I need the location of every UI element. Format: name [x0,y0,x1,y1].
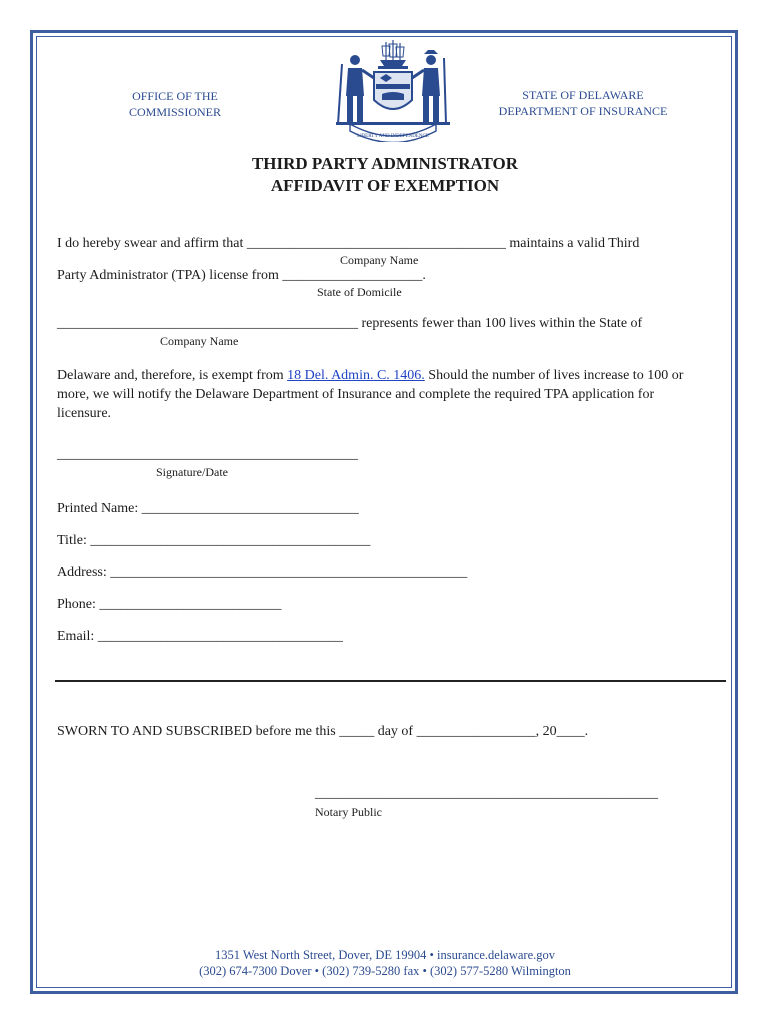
footer-address: 1351 West North Street, Dover, DE 19904 • insurance.delaware.gov [214,948,556,962]
company-name-blank[interactable]: _____________________________________ [246,236,506,251]
affirm-line [57,236,639,252]
company-name-caption-2: Company Name [160,334,239,348]
phone-field[interactable]: Phone: __________________________ [57,597,282,612]
regulation-link[interactable]: 18 Del. Admin. C. 1406. [287,368,425,383]
affirm-end-text: maintains a valid Third [509,236,640,251]
email-field[interactable]: Email: ___________________________________ [57,629,343,644]
footer-phone-numbers: (302) 674-7300 Dover • (302) 739-5280 fax • (302) 577-5280 Wilmington [199,964,571,978]
office-header-line1: OFFICE OF THE [132,89,218,103]
title-field[interactable]: Title: ________________________________________ [57,533,371,548]
signature-date-field[interactable]: ___________________________________________ [57,447,358,462]
address-field[interactable]: Address: ___________________________________________________ [57,565,468,580]
state-of-domicile-caption: State of Domicile [317,285,402,299]
department-header-line1: STATE OF DELAWARE [522,88,644,102]
exemption-line2: more, we will notify the Delaware Department of Insurance and complete the required TPA application for [57,387,655,402]
delaware-state-seal-icon [330,38,456,142]
notary-signature-field[interactable]: _________________________________________________ [315,786,658,801]
exemption-line1 [57,368,683,384]
office-header [115,88,235,120]
department-header [478,87,688,119]
represents-line[interactable]: ___________________________________________ represents fewer than 100 lives within the State of [57,316,643,331]
license-line[interactable]: Party Administrator (TPA) license from ____________________. [57,268,426,283]
company-name-caption: Company Name [340,253,419,267]
notary-public-caption: Notary Public [315,805,382,819]
form-title-line2: AFFIDAVIT OF EXEMPTION [270,176,500,195]
exemption-line3: licensure. [57,406,112,421]
signature-date-caption: Signature/Date [156,465,228,479]
exemption-suffix: Should the number of lives increase to 100 or [424,368,684,383]
section-divider [55,680,726,682]
affirm-text: I do hereby swear and affirm that [57,236,244,251]
exemption-prefix: Delaware and, therefore, is exempt from [57,368,288,383]
office-header-line2: COMMISSIONER [128,105,221,119]
form-title-line1: THIRD PARTY ADMINISTRATOR [251,154,519,173]
department-header-line2: DEPARTMENT OF INSURANCE [498,104,668,118]
sworn-statement-line[interactable]: SWORN TO AND SUBSCRIBED before me this _____ day of _________________, 20____. [57,724,589,739]
printed-name-field[interactable]: Printed Name: _______________________________ [57,501,359,516]
seal-ribbon-text: LIBERTY AND INDEPENDENCE [357,134,429,139]
